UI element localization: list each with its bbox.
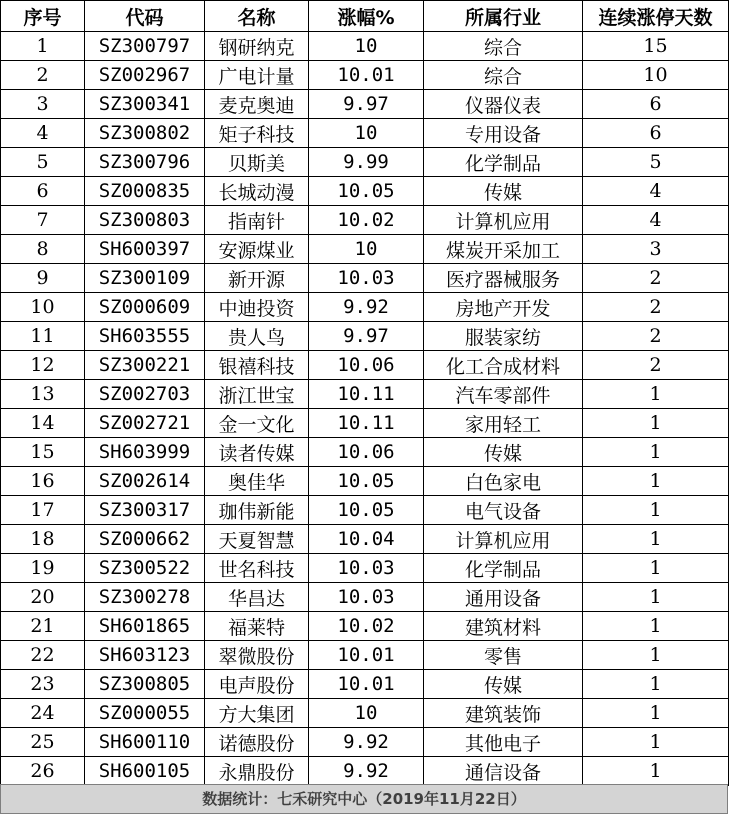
cell-name: 指南针 bbox=[205, 206, 309, 235]
cell-streak: 1 bbox=[583, 467, 729, 496]
cell-change: 9.92 bbox=[309, 757, 424, 786]
cell-index: 5 bbox=[1, 148, 85, 177]
header-change: 涨幅% bbox=[309, 1, 424, 32]
cell-streak: 1 bbox=[583, 641, 729, 670]
cell-industry: 建筑装饰 bbox=[424, 699, 583, 728]
cell-streak: 1 bbox=[583, 612, 729, 641]
cell-index: 3 bbox=[1, 90, 85, 119]
cell-name: 永鼎股份 bbox=[205, 757, 309, 786]
cell-name: 银禧科技 bbox=[205, 351, 309, 380]
cell-change: 10.06 bbox=[309, 438, 424, 467]
table-row bbox=[1, 438, 729, 467]
table-row bbox=[1, 641, 729, 670]
table-body bbox=[1, 32, 729, 786]
cell-index: 25 bbox=[1, 728, 85, 757]
cell-industry: 传媒 bbox=[424, 670, 583, 699]
cell-streak: 1 bbox=[583, 583, 729, 612]
cell-streak: 1 bbox=[583, 728, 729, 757]
cell-industry: 仪器仪表 bbox=[424, 90, 583, 119]
table-row bbox=[1, 177, 729, 206]
cell-industry: 计算机应用 bbox=[424, 525, 583, 554]
cell-streak: 1 bbox=[583, 554, 729, 583]
cell-industry: 专用设备 bbox=[424, 119, 583, 148]
cell-code: SZ000609 bbox=[85, 293, 205, 322]
table-row bbox=[1, 235, 729, 264]
cell-code: SH601865 bbox=[85, 612, 205, 641]
cell-industry: 传媒 bbox=[424, 177, 583, 206]
cell-name: 奥佳华 bbox=[205, 467, 309, 496]
cell-streak: 1 bbox=[583, 699, 729, 728]
cell-industry: 化工合成材料 bbox=[424, 351, 583, 380]
cell-streak: 5 bbox=[583, 148, 729, 177]
cell-streak: 1 bbox=[583, 438, 729, 467]
table-row bbox=[1, 699, 729, 728]
cell-index: 11 bbox=[1, 322, 85, 351]
cell-streak: 2 bbox=[583, 322, 729, 351]
cell-name: 诺德股份 bbox=[205, 728, 309, 757]
cell-streak: 1 bbox=[583, 525, 729, 554]
cell-industry: 煤炭开采加工 bbox=[424, 235, 583, 264]
cell-name: 广电计量 bbox=[205, 61, 309, 90]
cell-name: 世名科技 bbox=[205, 554, 309, 583]
cell-index: 9 bbox=[1, 264, 85, 293]
cell-change: 9.92 bbox=[309, 293, 424, 322]
cell-name: 中迪投资 bbox=[205, 293, 309, 322]
table-row bbox=[1, 61, 729, 90]
cell-code: SZ300317 bbox=[85, 496, 205, 525]
cell-index: 17 bbox=[1, 496, 85, 525]
cell-index: 24 bbox=[1, 699, 85, 728]
cell-streak: 6 bbox=[583, 119, 729, 148]
table-row bbox=[1, 612, 729, 641]
table-row bbox=[1, 583, 729, 612]
cell-change: 10.02 bbox=[309, 206, 424, 235]
cell-change: 10.01 bbox=[309, 641, 424, 670]
table-row bbox=[1, 206, 729, 235]
cell-name: 长城动漫 bbox=[205, 177, 309, 206]
cell-industry: 通信设备 bbox=[424, 757, 583, 786]
cell-change: 10 bbox=[309, 119, 424, 148]
cell-code: SZ300341 bbox=[85, 90, 205, 119]
cell-index: 14 bbox=[1, 409, 85, 438]
cell-index: 7 bbox=[1, 206, 85, 235]
cell-name: 金一文化 bbox=[205, 409, 309, 438]
cell-index: 18 bbox=[1, 525, 85, 554]
cell-code: SZ300278 bbox=[85, 583, 205, 612]
cell-index: 22 bbox=[1, 641, 85, 670]
cell-industry: 白色家电 bbox=[424, 467, 583, 496]
cell-index: 1 bbox=[1, 32, 85, 61]
table-row bbox=[1, 728, 729, 757]
cell-index: 15 bbox=[1, 438, 85, 467]
cell-code: SZ000055 bbox=[85, 699, 205, 728]
cell-change: 10 bbox=[309, 235, 424, 264]
header-code: 代码 bbox=[85, 1, 205, 32]
table-row bbox=[1, 322, 729, 351]
cell-industry: 家用轻工 bbox=[424, 409, 583, 438]
cell-code: SH600397 bbox=[85, 235, 205, 264]
header-streak: 连续涨停天数 bbox=[583, 1, 729, 32]
cell-code: SH600105 bbox=[85, 757, 205, 786]
cell-code: SZ300522 bbox=[85, 554, 205, 583]
cell-index: 4 bbox=[1, 119, 85, 148]
cell-change: 10 bbox=[309, 32, 424, 61]
table-row bbox=[1, 351, 729, 380]
cell-streak: 4 bbox=[583, 177, 729, 206]
cell-index: 19 bbox=[1, 554, 85, 583]
cell-code: SH603555 bbox=[85, 322, 205, 351]
cell-index: 16 bbox=[1, 467, 85, 496]
cell-name: 贵人鸟 bbox=[205, 322, 309, 351]
cell-code: SZ300802 bbox=[85, 119, 205, 148]
cell-industry: 服装家纺 bbox=[424, 322, 583, 351]
cell-name: 天夏智慧 bbox=[205, 525, 309, 554]
cell-change: 10.06 bbox=[309, 351, 424, 380]
cell-change: 9.92 bbox=[309, 728, 424, 757]
cell-index: 21 bbox=[1, 612, 85, 641]
cell-change: 10.02 bbox=[309, 612, 424, 641]
cell-change: 10.01 bbox=[309, 670, 424, 699]
cell-streak: 2 bbox=[583, 293, 729, 322]
cell-industry: 其他电子 bbox=[424, 728, 583, 757]
table-row bbox=[1, 148, 729, 177]
cell-index: 13 bbox=[1, 380, 85, 409]
cell-code: SZ300803 bbox=[85, 206, 205, 235]
cell-code: SZ300805 bbox=[85, 670, 205, 699]
cell-streak: 2 bbox=[583, 264, 729, 293]
table-row bbox=[1, 757, 729, 786]
header-index: 序号 bbox=[1, 1, 85, 32]
cell-industry: 化学制品 bbox=[424, 554, 583, 583]
header-row bbox=[1, 1, 729, 32]
table-row bbox=[1, 525, 729, 554]
cell-industry: 通用设备 bbox=[424, 583, 583, 612]
cell-industry: 计算机应用 bbox=[424, 206, 583, 235]
cell-industry: 房地产开发 bbox=[424, 293, 583, 322]
table-row bbox=[1, 264, 729, 293]
cell-index: 20 bbox=[1, 583, 85, 612]
cell-industry: 综合 bbox=[424, 32, 583, 61]
cell-industry: 建筑材料 bbox=[424, 612, 583, 641]
cell-streak: 1 bbox=[583, 757, 729, 786]
cell-name: 钢研纳克 bbox=[205, 32, 309, 61]
cell-code: SZ002721 bbox=[85, 409, 205, 438]
cell-industry: 电气设备 bbox=[424, 496, 583, 525]
table-row bbox=[1, 90, 729, 119]
cell-code: SZ002614 bbox=[85, 467, 205, 496]
cell-name: 华昌达 bbox=[205, 583, 309, 612]
cell-index: 2 bbox=[1, 61, 85, 90]
cell-industry: 零售 bbox=[424, 641, 583, 670]
cell-code: SZ000835 bbox=[85, 177, 205, 206]
cell-streak: 1 bbox=[583, 496, 729, 525]
cell-change: 10.04 bbox=[309, 525, 424, 554]
cell-change: 10.05 bbox=[309, 496, 424, 525]
cell-change: 10.05 bbox=[309, 177, 424, 206]
cell-industry: 化学制品 bbox=[424, 148, 583, 177]
cell-code: SH603999 bbox=[85, 438, 205, 467]
cell-change: 10.03 bbox=[309, 264, 424, 293]
header-industry: 所属行业 bbox=[424, 1, 583, 32]
cell-index: 8 bbox=[1, 235, 85, 264]
cell-code: SZ300796 bbox=[85, 148, 205, 177]
cell-name: 方大集团 bbox=[205, 699, 309, 728]
cell-change: 10.11 bbox=[309, 409, 424, 438]
cell-index: 6 bbox=[1, 177, 85, 206]
cell-streak: 2 bbox=[583, 351, 729, 380]
table-row bbox=[1, 119, 729, 148]
cell-code: SH600110 bbox=[85, 728, 205, 757]
cell-code: SH603123 bbox=[85, 641, 205, 670]
cell-code: SZ300797 bbox=[85, 32, 205, 61]
cell-index: 26 bbox=[1, 757, 85, 786]
cell-name: 浙江世宝 bbox=[205, 380, 309, 409]
table-row bbox=[1, 380, 729, 409]
table-row bbox=[1, 670, 729, 699]
cell-change: 10.05 bbox=[309, 467, 424, 496]
cell-change: 9.99 bbox=[309, 148, 424, 177]
cell-name: 麦克奥迪 bbox=[205, 90, 309, 119]
cell-code: SZ002703 bbox=[85, 380, 205, 409]
cell-index: 23 bbox=[1, 670, 85, 699]
header-name: 名称 bbox=[205, 1, 309, 32]
cell-name: 矩子科技 bbox=[205, 119, 309, 148]
table-row bbox=[1, 496, 729, 525]
cell-index: 10 bbox=[1, 293, 85, 322]
cell-change: 10.03 bbox=[309, 583, 424, 612]
cell-code: SZ300221 bbox=[85, 351, 205, 380]
cell-streak: 10 bbox=[583, 61, 729, 90]
table-row bbox=[1, 409, 729, 438]
table-row bbox=[1, 32, 729, 61]
cell-streak: 1 bbox=[583, 670, 729, 699]
cell-change: 10.01 bbox=[309, 61, 424, 90]
cell-index: 12 bbox=[1, 351, 85, 380]
cell-streak: 1 bbox=[583, 380, 729, 409]
cell-name: 贝斯美 bbox=[205, 148, 309, 177]
cell-code: SZ002967 bbox=[85, 61, 205, 90]
cell-streak: 6 bbox=[583, 90, 729, 119]
cell-name: 电声股份 bbox=[205, 670, 309, 699]
cell-industry: 传媒 bbox=[424, 438, 583, 467]
cell-name: 读者传媒 bbox=[205, 438, 309, 467]
cell-streak: 4 bbox=[583, 206, 729, 235]
table-row bbox=[1, 467, 729, 496]
cell-name: 新开源 bbox=[205, 264, 309, 293]
cell-change: 10.03 bbox=[309, 554, 424, 583]
table-row bbox=[1, 293, 729, 322]
cell-change: 10 bbox=[309, 699, 424, 728]
cell-name: 翠微股份 bbox=[205, 641, 309, 670]
cell-name: 珈伟新能 bbox=[205, 496, 309, 525]
cell-industry: 医疗器械服务 bbox=[424, 264, 583, 293]
cell-industry: 综合 bbox=[424, 61, 583, 90]
cell-industry: 汽车零部件 bbox=[424, 380, 583, 409]
cell-change: 9.97 bbox=[309, 322, 424, 351]
cell-streak: 15 bbox=[583, 32, 729, 61]
cell-streak: 3 bbox=[583, 235, 729, 264]
cell-change: 9.97 bbox=[309, 90, 424, 119]
cell-name: 福莱特 bbox=[205, 612, 309, 641]
cell-streak: 1 bbox=[583, 409, 729, 438]
cell-change: 10.11 bbox=[309, 380, 424, 409]
cell-code: SZ000662 bbox=[85, 525, 205, 554]
cell-name: 安源煤业 bbox=[205, 235, 309, 264]
table-row bbox=[1, 554, 729, 583]
cell-code: SZ300109 bbox=[85, 264, 205, 293]
data-source-note: 数据统计：七禾研究中心（2019年11月22日） bbox=[0, 784, 728, 814]
